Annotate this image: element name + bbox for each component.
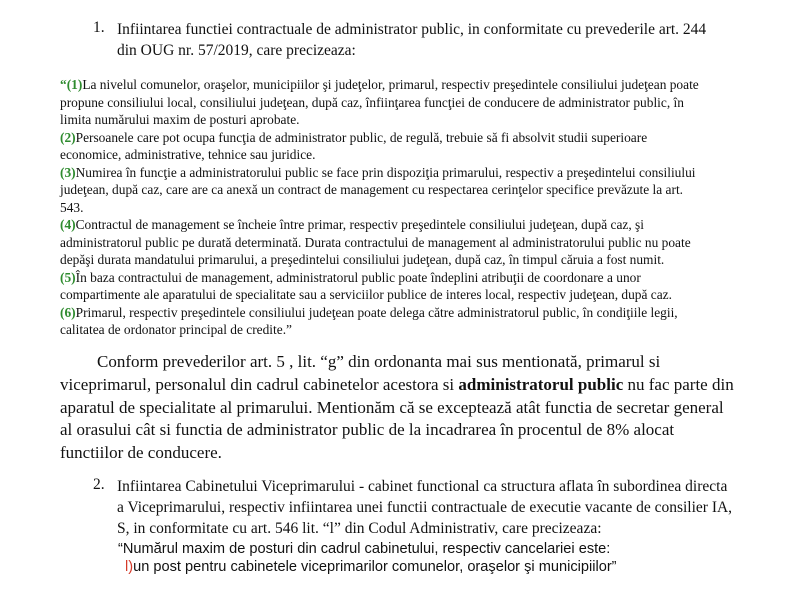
body-paragraph-line-4: al orasului cât si functia de administrator public de la incadrarea în procentul de 8% alocat: [60, 420, 675, 439]
quote-p1-line-3: limita numărului maxim de posturi aprobate.: [60, 112, 300, 127]
quote-p1-line-2: propune consiliului local, consiliului judeţean, după caz, înfiinţarea funcţiei de conducere de administrator public, în: [60, 94, 684, 110]
quote-p2-line-1: [60, 129, 647, 147]
quote-p3-text: Numirea în funcţie a administratorului public se face prin dispoziţia primarului, respectiv a preşedintelui consiliului: [75, 164, 696, 180]
quote-p6-line-1: [60, 304, 678, 322]
quote-p5-mark: (5): [60, 269, 76, 285]
item-2-line-1: Infiintarea Cabinetului Viceprimarului - cabinet functional ca structura aflata în subordinea directa: [117, 478, 728, 495]
quote-p2-text: Persoanele care pot ocupa funcţia de administrator public, de regulă, trebuie să fi absolvit studii superioare: [75, 129, 648, 145]
item-2-quote-text: un post pentru cabinetele viceprimarilor comunelor, oraşelor şi municipiilor”: [133, 559, 617, 575]
body-paragraph-line-3: aparatul de specialitate al primarului. Mentionăm că se exceptează atât functia de secretar general: [60, 397, 724, 417]
item-2-line-2: a Viceprimarului, respectiv infiintarea unei functii contractuale de executie vacante de consilier IA,: [117, 499, 733, 516]
item-2-line-3: S, in conformitate cu art. 546 lit. “l” din Codul Administrativ, care precizeaza:: [117, 520, 602, 537]
quote-p3-mark: (3): [60, 164, 76, 180]
item-1-number: 1.: [93, 19, 105, 36]
quote-p2-line-2: economice, administrative, tehnice sau juridice.: [60, 147, 316, 162]
quote-p4-line-3: depăşi durata mandatului primarului, a preşedintelui consiliului judeţean, după caz, în timpul căruia a fost numit.: [60, 252, 665, 267]
quote-p4-mark: (4): [60, 217, 76, 232]
body-paragraph-line-2: [60, 374, 734, 397]
quote-p5-text: În baza contractului de management, administratorul public poate îndeplini atribuţii de coordonare a unor: [75, 269, 641, 285]
item-2-quote-mark: l): [125, 559, 134, 575]
quote-p5-line-2: compartimente ale aparatului de specialitate sau a serviciilor publice de interes local, respectiv judeţean, după caz.: [60, 287, 672, 302]
quote-p3-line-1: [60, 164, 696, 182]
item-2-quote-line-2: [125, 558, 617, 576]
item-1-line-1: Infiintarea functiei contractuale de administrator public, in conformitate cu prevederile art. 244: [117, 21, 707, 38]
quote-p6-line-2: calitatea de ordonator principal de credite.”: [60, 322, 292, 337]
quote-p1-line-1: [60, 76, 699, 94]
quote-p4-line-2: administratorul public pe durată determinată. Durata contractului de management al administratorului public nu poate: [60, 234, 691, 250]
item-2-number: 2.: [93, 476, 105, 493]
administrator-public-emphasis: administratorul public: [458, 375, 624, 394]
quote-p2-mark: (2): [60, 129, 76, 145]
body-paragraph-line-2-pre: viceprimarul, personalul din cadrul cabinetelor acestora si: [60, 375, 459, 394]
quote-p3-line-3: 543.: [60, 199, 84, 215]
quote-p4-text: Contractul de management se încheie între primar, respectiv preşedintele consiliului judeţean, după caz, şi: [75, 217, 644, 232]
item-2-quote-line-1: “Numărul maxim de posturi din cadrul cabinetului, respectiv cancelariei este:: [118, 541, 611, 557]
quote-p6-mark: (6): [60, 304, 76, 320]
quote-p6-text: Primarul, respectiv preşedintele consiliului judeţean poate delega către administratorul public, în condiţiile legii,: [75, 304, 678, 320]
quote-p1-text: La nivelul comunelor, oraşelor, municipiilor şi judeţelor, primarul, respectiv preşedintele consiliului judeţean poate: [82, 77, 699, 92]
body-paragraph-line-2-post: nu fac parte din: [623, 375, 734, 394]
item-1-line-2: din OUG nr. 57/2019, care precizeaza:: [117, 42, 356, 59]
quote-p1-mark: (1): [66, 77, 83, 92]
quote-p4-line-1: [60, 216, 644, 234]
quote-p5-line-1: [60, 269, 641, 287]
body-paragraph-line-5: functiilor de conducere.: [60, 442, 222, 462]
quote-p3-line-2: judeţean, după caz, care are ca anexă un contract de management cu respectarea cerinţelor specifice prevăzute la art.: [60, 182, 684, 197]
body-paragraph-line-1: Conform prevederilor art. 5 , lit. “g” din ordonanta mai sus mentionată, primarul si: [97, 352, 661, 371]
quote-open-mark: “: [60, 77, 67, 92]
